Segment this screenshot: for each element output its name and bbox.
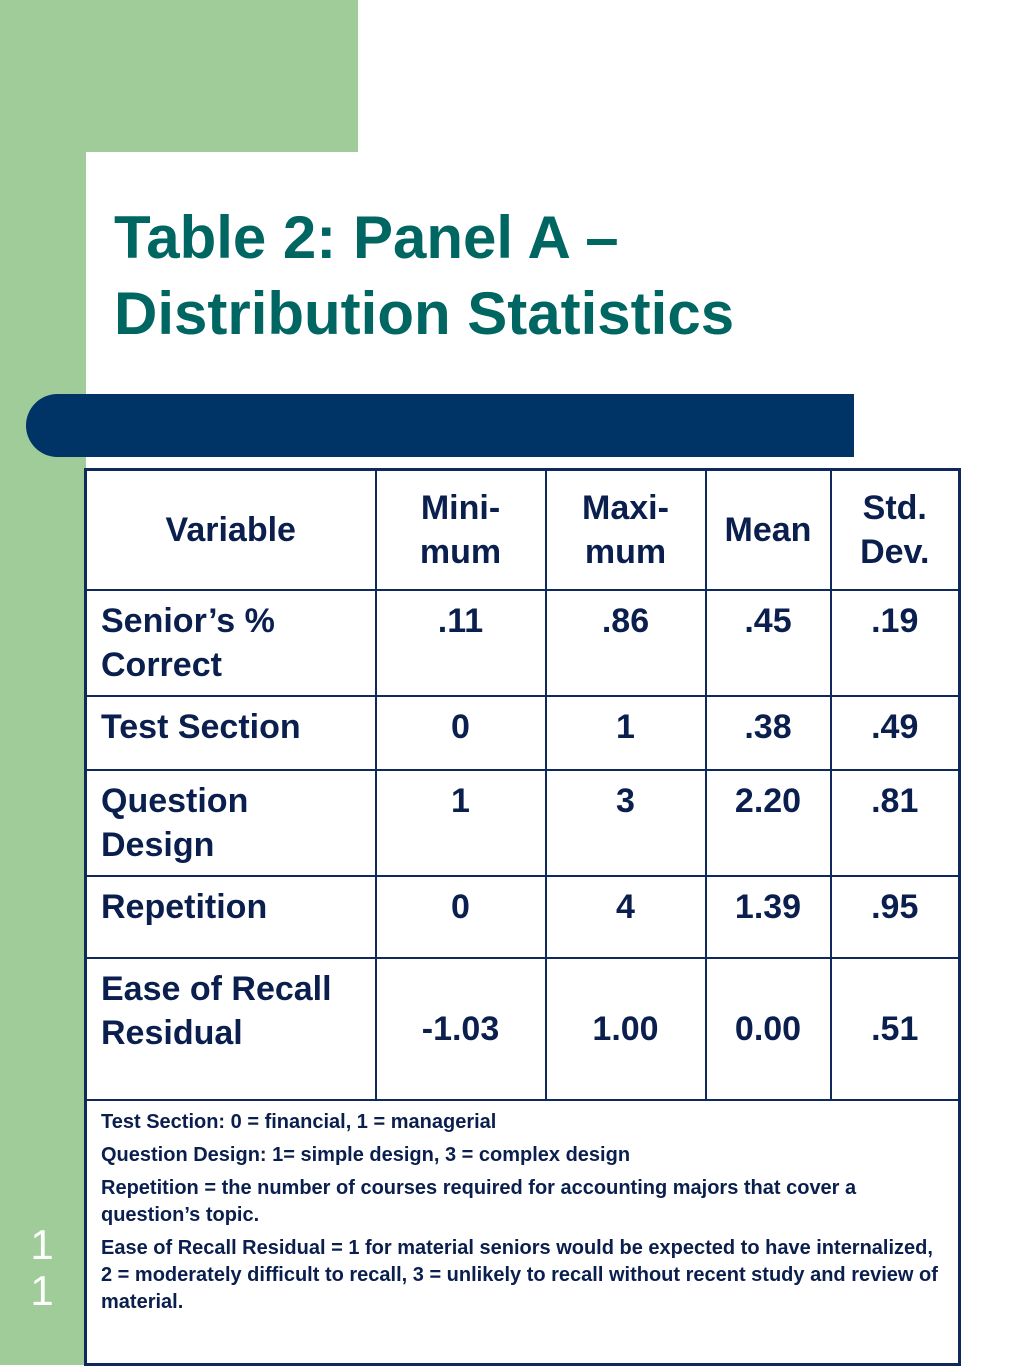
- cell-minimum: 0: [376, 876, 546, 958]
- row-label-line-1: Ease of Recall: [101, 970, 332, 1008]
- row-label: [86, 696, 376, 770]
- header-std-dev: [831, 470, 960, 591]
- header-variable: [86, 470, 376, 591]
- distribution-statistics-table: [84, 468, 961, 1366]
- header-variable-label: Variable: [165, 511, 296, 549]
- row-label-line-2: Residual: [101, 1014, 243, 1052]
- header-minimum-line-1: Mini-: [420, 489, 501, 527]
- row-label: [86, 770, 376, 876]
- cell-std-dev: .49: [831, 696, 960, 770]
- cell-maximum: 4: [546, 876, 706, 958]
- header-maximum: [546, 470, 706, 591]
- table-notes: [86, 1100, 960, 1365]
- cell-std-dev: .95: [831, 876, 960, 958]
- cell-minimum: 1: [376, 770, 546, 876]
- header-minimum-line-2: mum: [419, 533, 502, 571]
- table-notes-row: [86, 1100, 960, 1365]
- cell-maximum: 1.00: [546, 958, 706, 1100]
- table-row: [86, 876, 960, 958]
- slide-number: [22, 1222, 62, 1314]
- slide-title-line-2: Distribution Statistics: [114, 280, 735, 347]
- slide-title: [114, 200, 994, 352]
- left-accent-stripe: [0, 0, 86, 1365]
- cell-mean: 2.20: [706, 770, 831, 876]
- row-label-line-1: Question: [101, 782, 249, 820]
- slide-title-line-1: Table 2: Panel A –: [114, 204, 619, 271]
- table-row: [86, 958, 960, 1100]
- row-label-line-2: Design: [101, 826, 215, 864]
- row-label-line-1: Repetition: [101, 888, 268, 926]
- cell-std-dev: .51: [831, 958, 960, 1100]
- row-label: [86, 590, 376, 696]
- table-row: [86, 590, 960, 696]
- cell-maximum: 1: [546, 696, 706, 770]
- note-question-design: Question Design: 1= simple design, 3 = complex design: [101, 1144, 631, 1166]
- header-maximum-line-2: mum: [584, 533, 667, 571]
- table-row: [86, 696, 960, 770]
- cell-std-dev: .19: [831, 590, 960, 696]
- row-label: [86, 958, 376, 1100]
- header-std-dev-line-2: Dev.: [860, 533, 930, 571]
- cell-minimum: -1.03: [376, 958, 546, 1100]
- title-divider-bar: [26, 394, 854, 457]
- note-test-section: Test Section: 0 = financial, 1 = managerial: [101, 1111, 497, 1133]
- header-minimum: [376, 470, 546, 591]
- row-label: [86, 876, 376, 958]
- cell-minimum: .11: [376, 590, 546, 696]
- table-row: [86, 770, 960, 876]
- row-label-line-1: Senior’s %: [101, 602, 275, 640]
- row-label-line-2: Correct: [101, 646, 222, 684]
- cell-mean: 0.00: [706, 958, 831, 1100]
- cell-std-dev: .81: [831, 770, 960, 876]
- header-mean-label: Mean: [724, 511, 812, 549]
- slide-number-line-1: 1: [30, 1221, 54, 1268]
- cell-mean: 1.39: [706, 876, 831, 958]
- cell-mean: .45: [706, 590, 831, 696]
- header-maximum-line-1: Maxi-: [582, 489, 669, 527]
- header-mean: [706, 470, 831, 591]
- cell-maximum: 3: [546, 770, 706, 876]
- note-repetition: Repetition = the number of courses required for accounting majors that cover a question’s topic.: [101, 1177, 857, 1226]
- table-header-row: [86, 470, 960, 591]
- cell-mean: .38: [706, 696, 831, 770]
- header-std-dev-line-1: Std.: [862, 489, 927, 527]
- row-label-line-1: Test Section: [101, 708, 301, 746]
- cell-minimum: 0: [376, 696, 546, 770]
- cell-maximum: .86: [546, 590, 706, 696]
- note-ease-of-recall: Ease of Recall Residual = 1 for material seniors would be expected to have internalized, 2 = moderately difficult to recall, 3 = unlikely to recall without recent study and review of material.: [101, 1237, 938, 1313]
- slide-number-line-2: 1: [30, 1267, 54, 1314]
- top-accent-block: [0, 0, 358, 152]
